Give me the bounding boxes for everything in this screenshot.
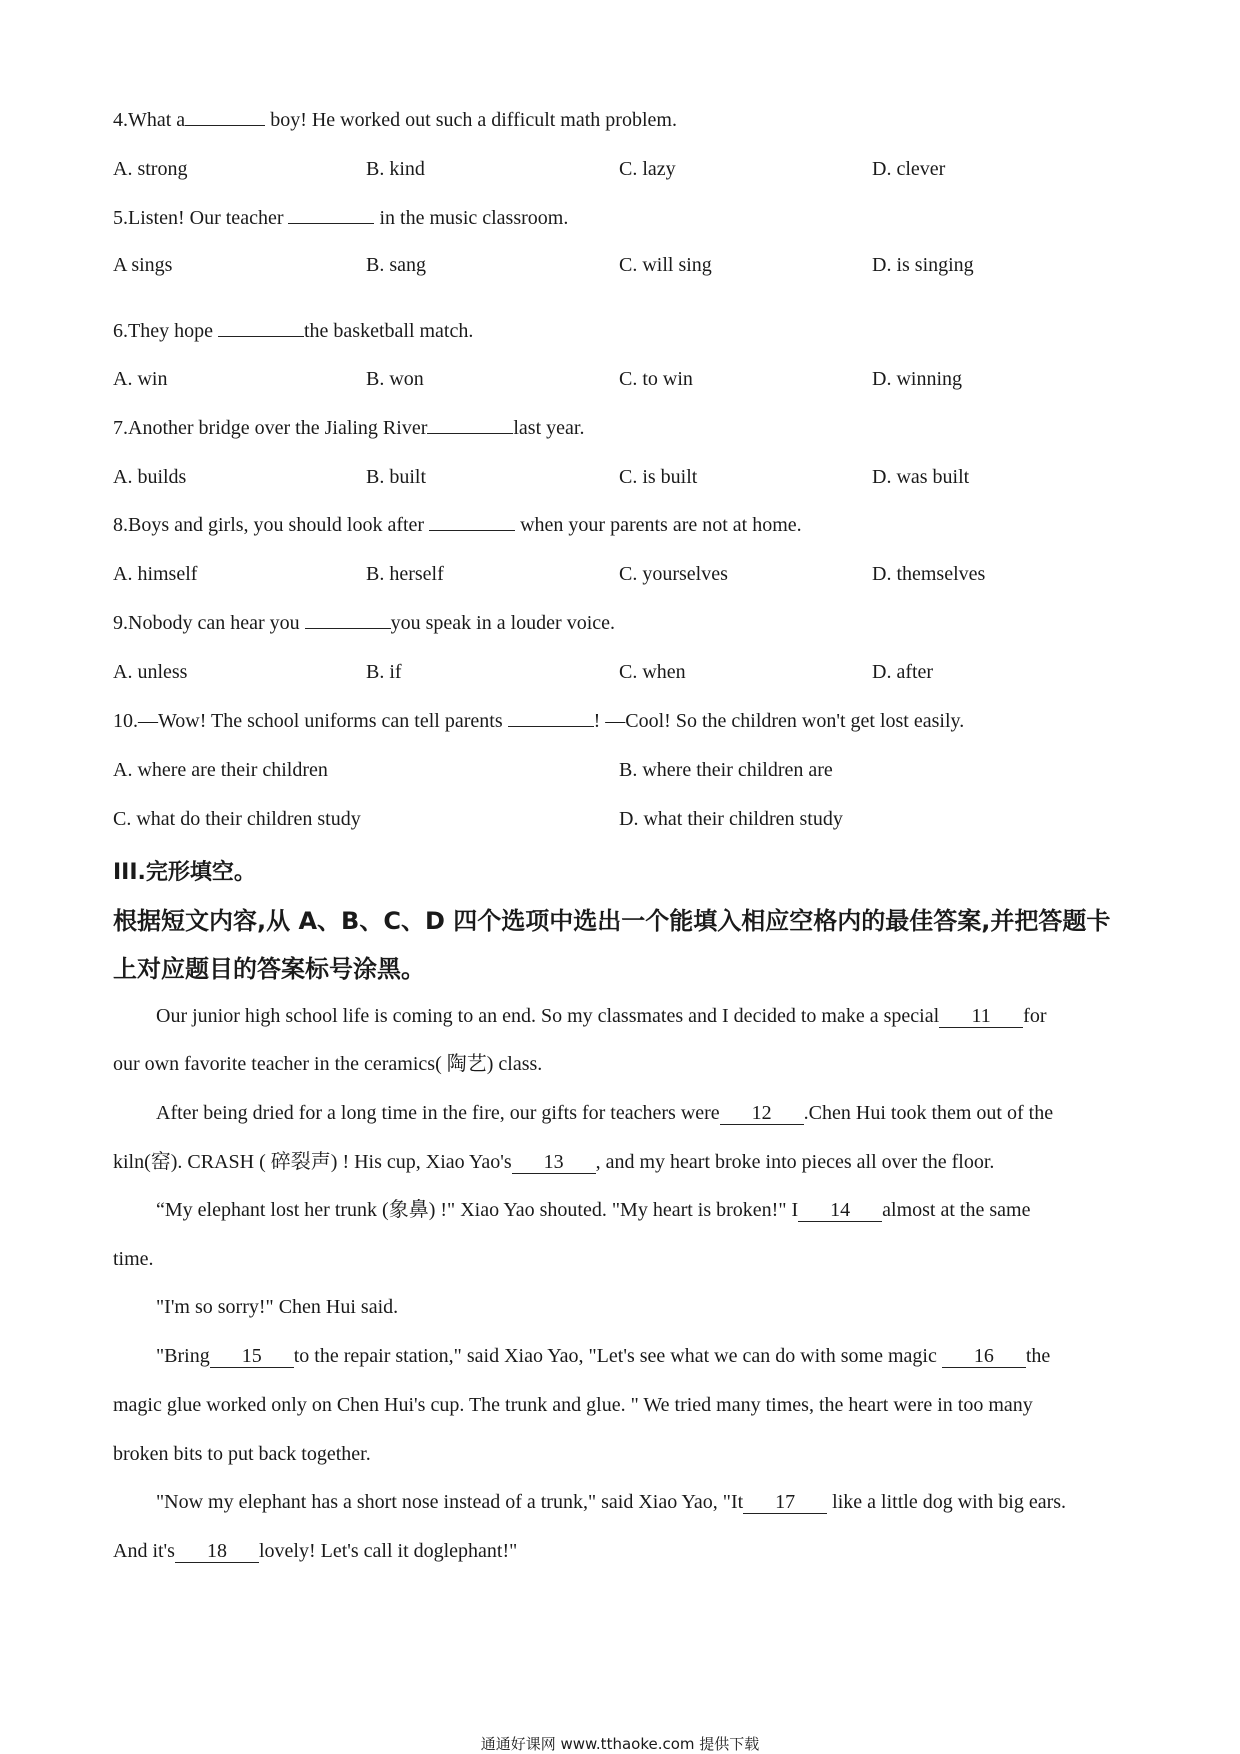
- option-d: D. winning: [872, 368, 962, 390]
- passage-line: “My elephant lost her trunk (象鼻) !" Xiao Yao shouted. "My heart is broken!" I 14 almost at the same: [156, 1199, 1031, 1221]
- option-d: D. themselves: [872, 563, 986, 585]
- passage-line: "I'm so sorry!" Chen Hui said.: [156, 1296, 399, 1318]
- option-b: B. herself: [366, 563, 444, 585]
- passage-line: "Bring 15 to the repair station," said Xiao Yao, "Let's see what we can do with some magic 16 the: [156, 1345, 1051, 1367]
- option-c: C. yourselves: [619, 563, 728, 585]
- passage-line: Our junior high school life is coming to an end. So my classmates and I decided to make a special 11 for: [156, 1005, 1047, 1027]
- section-title: III.完形填空。: [113, 860, 256, 885]
- option-a: A. builds: [113, 466, 187, 488]
- option-a: A. where are their children: [113, 759, 328, 781]
- passage-line: our own favorite teacher in the ceramics( 陶艺) class.: [113, 1053, 543, 1075]
- question-5-stem: 5.Listen! Our teacher in the music classroom.: [113, 207, 569, 229]
- passage-line: After being dried for a long time in the fire, our gifts for teachers were 12 .Chen Hui took them out of the: [156, 1102, 1054, 1124]
- answer-blank: [218, 318, 304, 337]
- section-instruction-line-2: 上对应题目的答案标号涂黑。: [113, 955, 425, 983]
- option-c: C. lazy: [619, 158, 676, 180]
- cloze-blank-16: 16: [942, 1345, 1026, 1368]
- cloze-blank-17: 17: [743, 1491, 827, 1514]
- passage-line: time.: [113, 1248, 154, 1270]
- answer-blank: [305, 610, 391, 629]
- passage-line: And it's 18 lovely! Let's call it doglephant!": [113, 1540, 518, 1562]
- section-instruction-line-1: 根据短文内容,从 A、B、C、D 四个选项中选出一个能填入相应空格内的最佳答案,并把答题卡: [113, 907, 1111, 935]
- option-d: D. clever: [872, 158, 946, 180]
- option-a: A. unless: [113, 661, 188, 683]
- cloze-blank-11: 11: [939, 1005, 1023, 1028]
- answer-blank: [185, 107, 265, 126]
- passage-line: magic glue worked only on Chen Hui's cup. The trunk and glue. " We tried many times, the heart were in too many: [113, 1394, 1033, 1416]
- question-7-stem: 7.Another bridge over the Jialing River last year.: [113, 417, 585, 439]
- option-d: D. is singing: [872, 254, 974, 276]
- answer-blank: [427, 415, 513, 434]
- option-a: A. himself: [113, 563, 198, 585]
- passage-line: broken bits to put back together.: [113, 1443, 371, 1465]
- option-c: C. is built: [619, 466, 698, 488]
- option-a: A. strong: [113, 158, 188, 180]
- option-b: B. if: [366, 661, 402, 683]
- question-8-stem: 8.Boys and girls, you should look after when your parents are not at home.: [113, 514, 802, 536]
- cloze-blank-15: 15: [210, 1345, 294, 1368]
- cloze-blank-13: 13: [512, 1151, 596, 1174]
- cloze-blank-18: 18: [175, 1540, 259, 1563]
- passage-line: "Now my elephant has a short nose instead of a trunk," said Xiao Yao, "It 17 like a little dog with big ears.: [156, 1491, 1067, 1513]
- question-9-stem: 9.Nobody can hear you you speak in a louder voice.: [113, 612, 615, 634]
- option-c: C. what do their children study: [113, 808, 361, 830]
- option-c: C. to win: [619, 368, 693, 390]
- passage-line: kiln(窑). CRASH ( 碎裂声) ! His cup, Xiao Yao's 13 , and my heart broke into pieces all over the floor.: [113, 1151, 995, 1173]
- question-10-stem: 10.—Wow! The school uniforms can tell parents ! —Cool! So the children won't get lost easily.: [113, 710, 965, 732]
- option-a: A sings: [113, 254, 173, 276]
- option-a: A. win: [113, 368, 168, 390]
- answer-blank: [508, 708, 594, 727]
- cloze-blank-12: 12: [720, 1102, 804, 1125]
- cloze-blank-14: 14: [798, 1199, 882, 1222]
- option-d: D. was built: [872, 466, 970, 488]
- option-b: B. sang: [366, 254, 426, 276]
- page-footer: 通通好课网 www.tthaoke.com 提供下载: [480, 1735, 760, 1753]
- option-b: B. where their children are: [619, 759, 833, 781]
- option-d: D. what their children study: [619, 808, 843, 830]
- answer-blank: [288, 205, 374, 224]
- option-c: C. when: [619, 661, 686, 683]
- option-b: B. won: [366, 368, 424, 390]
- option-b: B. kind: [366, 158, 425, 180]
- answer-blank: [429, 512, 515, 531]
- option-d: D. after: [872, 661, 934, 683]
- option-c: C. will sing: [619, 254, 712, 276]
- question-4-stem: 4.What a boy! He worked out such a difficult math problem.: [113, 109, 677, 131]
- option-b: B. built: [366, 466, 427, 488]
- question-6-stem: 6.They hope the basketball match.: [113, 320, 474, 342]
